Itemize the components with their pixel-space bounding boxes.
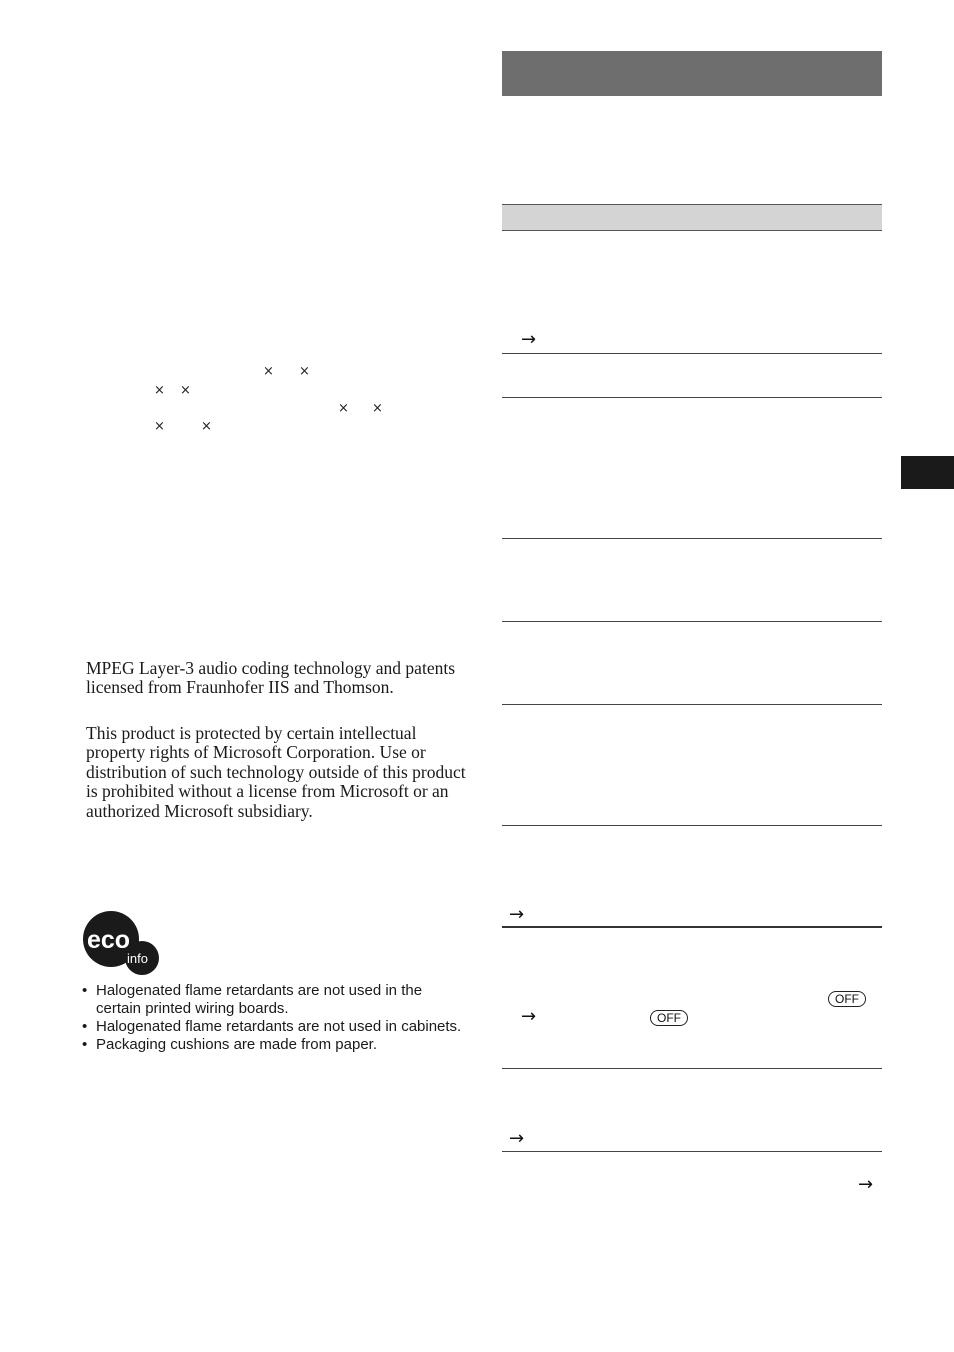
table-row-divider (502, 704, 882, 705)
table-row-divider (502, 825, 882, 826)
table-row-divider (502, 353, 882, 354)
dimension-mark: × (372, 401, 383, 416)
eco-logo-sub-text: info (127, 951, 148, 966)
eco-info-logo (82, 910, 162, 978)
eco-bullet-item: • Halogenated flame retardants are not used in cabinets. (82, 1018, 462, 1036)
eco-logo-main-text: eco (87, 926, 131, 954)
section-header-bar (502, 51, 882, 96)
table-section-divider (502, 926, 882, 928)
eco-bullet-item: • Halogenated flame retardants are not used in the certain printed wiring boards. (82, 982, 462, 1018)
dimension-mark: × (338, 401, 349, 416)
table-header-row (502, 204, 882, 231)
microsoft-notice (86, 724, 466, 821)
mpeg-notice (86, 659, 466, 698)
eco-bullet-list (82, 982, 462, 1054)
microsoft-notice-text: This product is protected by certain intellectual property rights of Microsoft Corporation. Use or distribution of such technology outside of this product is prohibited without a license from Microsoft or an authorized Microsoft subsidiary. (86, 723, 466, 821)
table-row-divider (502, 1151, 882, 1152)
arrow-icon: → (521, 1006, 537, 1027)
mpeg-notice-text: MPEG Layer-3 audio coding technology and patents licensed from Fraunhofer IIS and Thomson. (86, 658, 456, 698)
table-row-divider (502, 621, 882, 622)
table-row-divider (502, 538, 882, 539)
table-row-divider (502, 397, 882, 398)
arrow-icon: → (509, 904, 525, 925)
side-tab-marker (901, 456, 954, 489)
dimension-mark: × (263, 364, 274, 379)
dimension-mark: × (154, 419, 165, 434)
dimension-mark: × (154, 383, 165, 398)
dimension-mark: × (299, 364, 310, 379)
continued-arrow-icon: → (858, 1174, 874, 1195)
eco-bullet-item: • Packaging cushions are made from paper. (82, 1036, 462, 1054)
off-button-badge: OFF (828, 991, 866, 1007)
off-button-badge: OFF (650, 1010, 688, 1026)
arrow-icon: → (509, 1128, 525, 1149)
arrow-icon: → (521, 329, 537, 350)
dimension-mark: × (201, 419, 212, 434)
table-row-divider (502, 1068, 882, 1069)
dimension-mark: × (180, 383, 191, 398)
